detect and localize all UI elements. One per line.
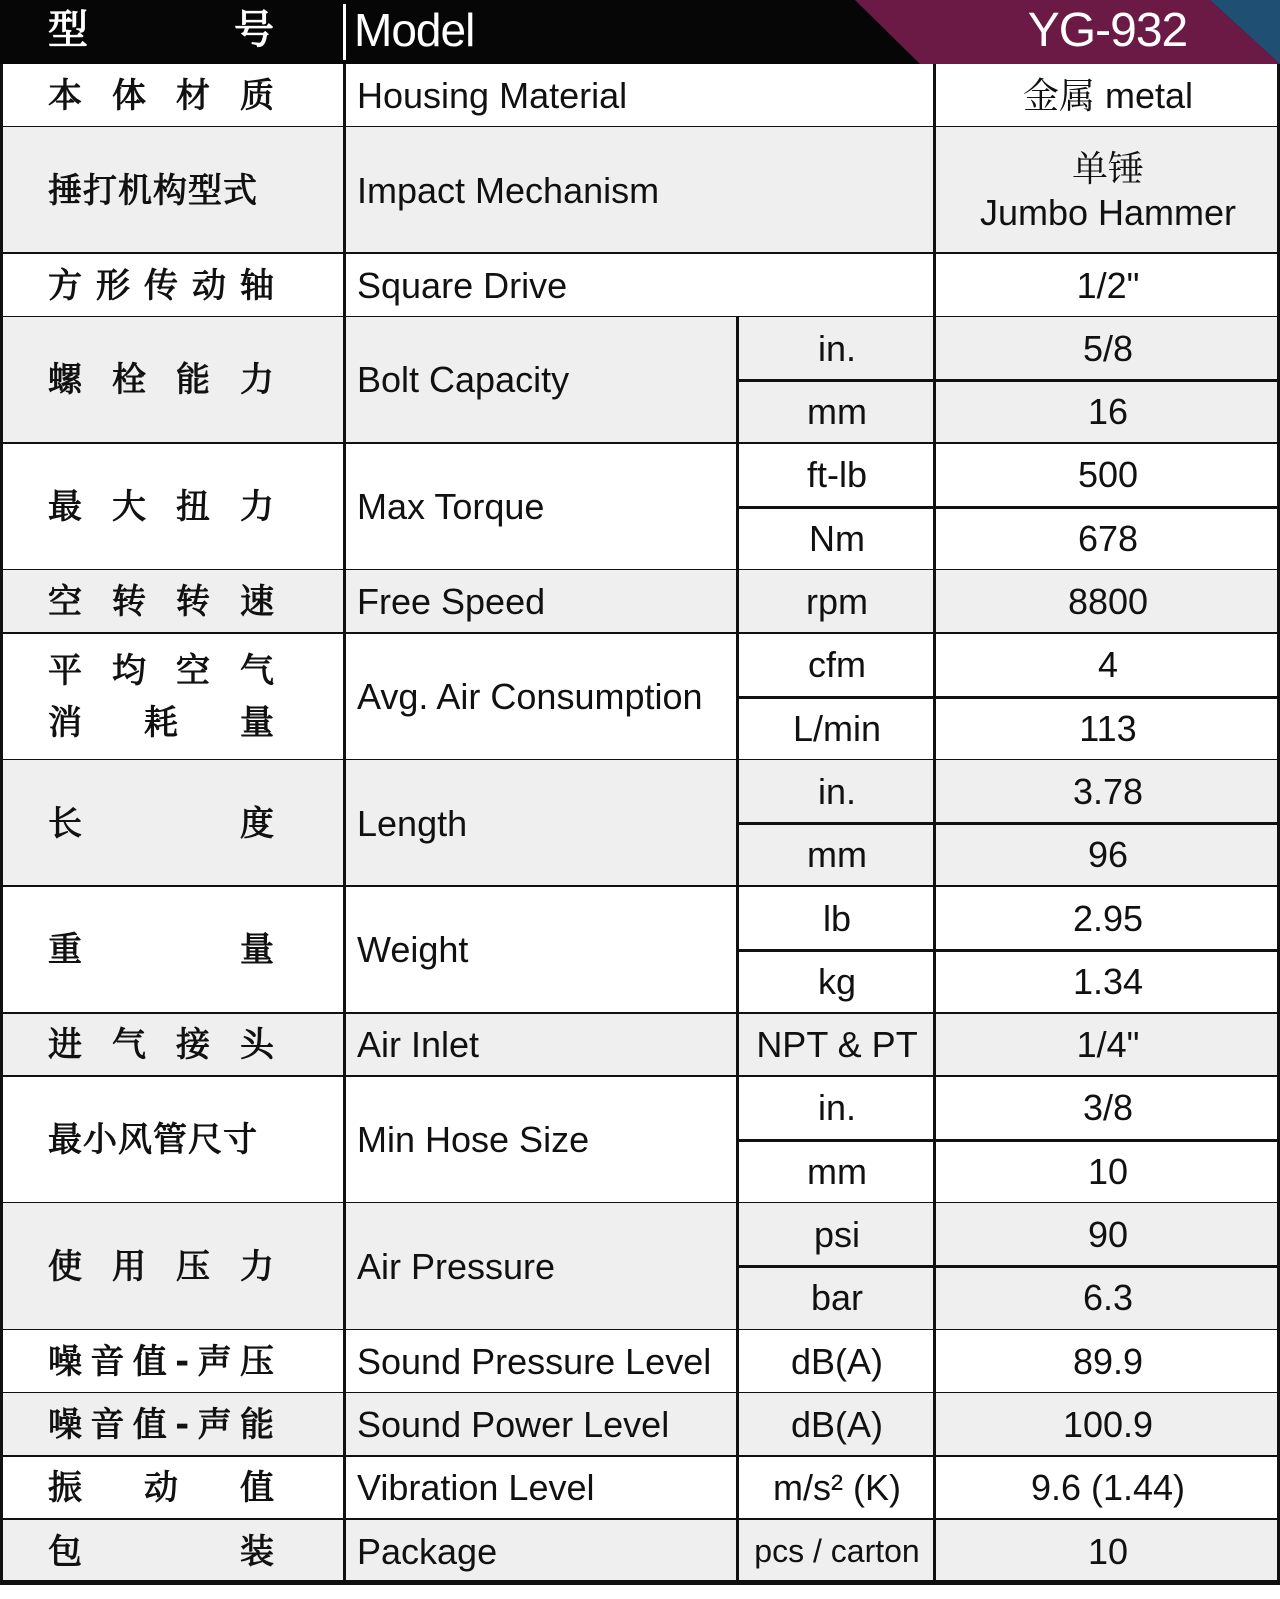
unit-cell: pcs / carton [754,1533,920,1570]
unit-cell: NPT & PT [756,1024,918,1066]
row-label-cn-char: 重 [48,930,82,971]
row-label-cn-line [48,1019,274,1071]
row-label-cn-char: 噪 [48,1341,82,1382]
row-label-cn-char: 音 [90,1404,125,1445]
row-label-cn-char: 气 [240,650,274,691]
value-cell: 10 [1087,1150,1129,1192]
row-label-en: Housing Material [357,74,628,116]
row-label-cn-line [48,165,274,217]
row-label-en: Free Speed [357,581,546,623]
row-label-cn-char: 包 [48,1531,82,1572]
row-label-cn-char: 力 [240,487,274,528]
value-cell: 4 [1097,644,1119,686]
value-cell: 1.34 [1072,960,1144,1002]
column-divider [736,760,739,887]
value-cell [936,64,1280,127]
row-label-cn-char: 传 [144,265,178,306]
row-label-cn-line [48,697,274,749]
row-label-cn-char: 方 [48,265,82,306]
column-divider [736,1330,739,1393]
value-cell: 9.6 (1.44) [1030,1467,1186,1509]
row-label-cn-char: 最 [48,487,82,528]
row-label-cn-char: 最 [48,1120,83,1161]
row-label-cn-char: 大 [112,487,146,528]
unit-cell: in. [817,770,857,812]
row-label-cn-line [48,1241,274,1293]
value-cell: 500 [1077,454,1139,496]
value-cell: 16 [1087,391,1129,433]
row-label-cn [48,64,274,127]
row-label-cn [48,317,274,444]
row-label-cn-char: 声 [197,1341,232,1382]
row-label-cn-char: 打 [83,170,118,211]
value-cell: 5/8 [1082,327,1134,369]
row-label-en: Weight [357,929,469,971]
sub-divider [737,696,1280,699]
row-label-cn-char: 型 [188,170,223,211]
unit-cell: mm [807,1150,867,1192]
row-label-cn [48,127,274,254]
row-label-en: Length [357,802,468,844]
row-label-cn-line [48,354,274,406]
row-label-cn-char: 耗 [144,702,178,743]
row-label-cn-char: 尺 [188,1120,223,1161]
value-cell [936,127,1280,254]
row-label-cn-char: 气 [112,1025,146,1066]
value-cell: 113 [1079,707,1137,749]
row-label-cn-char: 装 [240,1531,274,1572]
unit-cell: in. [817,1087,857,1129]
row-label-cn-char: 头 [240,1025,274,1066]
row-label-cn-line [48,1336,274,1388]
row-label-cn [48,1077,274,1204]
header-label-en: Model [354,4,475,56]
row-label-cn-char: 材 [176,75,210,116]
row-label-cn-char: 接 [176,1025,210,1066]
row-label-cn-char: 值 [132,1404,167,1445]
row-label-cn-char: 力 [240,1246,274,1287]
row-label-cn-char: 轴 [240,265,274,306]
sub-divider [737,1139,1280,1142]
row-label-cn [48,1203,274,1330]
column-divider [736,1457,739,1520]
row-label-cn-char: 捶 [48,170,83,211]
row-label-cn-char: 量 [240,930,274,971]
row-label-cn-char: 进 [48,1025,82,1066]
column-divider [736,1203,739,1330]
value-cell: 3.78 [1072,770,1144,812]
unit-cell: dB(A) [790,1340,884,1382]
row-label-cn-char: 值 [240,1468,274,1509]
column-divider [736,887,739,1014]
unit-cell: cfm [808,644,866,686]
value-cell: 90 [1087,1214,1129,1256]
row-label-cn-char: 压 [176,1246,210,1287]
row-label-cn-char: 扭 [176,487,210,528]
bottom-border [0,1580,1280,1583]
value-cell [936,254,1280,317]
row-label-cn-char: 噪 [48,1404,82,1445]
row-label-cn [48,1330,274,1393]
row-label-cn-char: 能 [176,360,210,401]
row-label-cn-line [48,70,274,122]
row-label-en: Package [357,1530,498,1572]
unit-cell: L/min [792,707,882,749]
value-cell: 2.95 [1072,897,1144,939]
row-label-cn [48,634,274,761]
row-label-cn [48,1014,274,1077]
row-label-cn-char: 空 [176,650,210,691]
unit-cell: Nm [809,517,865,559]
row-label-cn-char: 空 [48,582,82,623]
column-divider [343,64,346,1583]
value-cell: 1/4" [1076,1024,1140,1066]
value-cell: 100.9 [1062,1403,1154,1445]
row-label-en: Square Drive [357,264,568,306]
row-label-en: Sound Pressure Level [357,1340,712,1382]
value-cell: 3/8 [1082,1087,1134,1129]
value-line: 金属 metal [1022,74,1194,116]
header-label-cn-char: 型 [48,7,88,53]
row-label-cn-char: 平 [48,650,82,691]
model-code: YG-932 [1027,4,1188,57]
value-cell: 89.9 [1072,1340,1144,1382]
sub-divider [737,1265,1280,1268]
row-label-cn-char: 量 [240,702,274,743]
unit-cell: rpm [806,581,868,623]
value-cell: 6.3 [1082,1277,1134,1319]
row-label-en: Bolt Capacity [357,359,570,401]
column-divider [736,444,739,571]
row-label-cn-char: 螺 [48,360,82,401]
value-cell: 96 [1087,834,1129,876]
row-label-cn-line [48,576,274,628]
row-label-cn [48,1393,274,1456]
row-label-en: Avg. Air Consumption [357,675,703,717]
row-label-cn [48,1457,274,1520]
row-label-cn [48,760,274,887]
value-line: 单锤 [1071,147,1144,189]
column-divider [736,634,739,761]
row-label-cn-line [48,1462,274,1514]
sub-divider [737,379,1280,382]
row-label-cn-line [48,645,274,697]
row-label-en: Impact Mechanism [357,169,660,211]
row-label-en: Sound Power Level [357,1403,670,1445]
unit-cell: m/s² (K) [773,1467,901,1509]
row-label-cn-char: 用 [112,1246,146,1287]
row-label-cn-char: - [175,1404,190,1445]
row-label-cn-char: 消 [48,702,82,743]
row-label-cn-line [48,924,274,976]
row-label-cn-char: 速 [240,582,274,623]
row-label-cn-char: 质 [240,75,274,116]
row-label-cn-char: 转 [176,582,210,623]
row-label-cn-char: 压 [240,1341,274,1382]
column-divider [736,317,739,444]
row-label-cn [48,254,274,317]
row-label-cn-line [48,1399,274,1451]
column-divider [736,570,739,633]
value-cell: 8800 [1067,581,1149,623]
row-label-cn-char: 形 [96,265,130,306]
row-label-cn-line [48,481,274,533]
row-label-cn-char: 长 [48,803,82,844]
row-label-cn-char: 构 [153,170,188,211]
unit-cell: in. [817,327,857,369]
column-divider [933,64,936,1583]
row-label-cn-char: 小 [83,1120,118,1161]
row-label-cn-char: 本 [48,75,82,116]
row-label-en: Vibration Level [357,1467,595,1509]
column-divider [736,1520,739,1583]
row-label-cn [48,444,274,571]
row-label-cn-line [48,1114,274,1166]
row-label-en: Air Inlet [357,1024,480,1066]
value-cell: 678 [1077,517,1139,559]
unit-cell: ft-lb [806,454,867,496]
value-cell: 10 [1087,1530,1129,1572]
row-label-cn-char: 均 [112,650,146,691]
column-divider [736,1014,739,1077]
row-label-cn-char: 栓 [112,360,146,401]
value-line: 1/2" [1076,264,1140,306]
unit-cell: dB(A) [790,1403,884,1445]
unit-cell: mm [807,834,867,876]
unit-cell: bar [810,1277,864,1319]
column-divider [736,1077,739,1204]
row-label-cn-char: 管 [153,1120,188,1161]
header-label-cn-char: 号 [234,7,274,53]
value-line: Jumbo Hammer [979,191,1237,233]
row-label-cn-char: - [175,1341,190,1382]
row-label-cn-char: 机 [118,170,153,211]
unit-cell: mm [807,391,867,433]
row-label-cn [48,887,274,1014]
column-divider [0,64,3,1583]
row-label-cn-line [48,260,274,312]
row-label-cn-char: 体 [112,75,146,116]
header-label-cn [0,0,343,64]
sub-divider [737,822,1280,825]
row-label-cn-char: 值 [132,1341,167,1382]
row-label-cn-char: 能 [240,1404,274,1445]
row-label-cn-line [48,798,274,850]
row-label-cn-char: 力 [240,360,274,401]
sub-divider [737,949,1280,952]
row-label-cn-char: 音 [90,1341,125,1382]
column-divider [736,1393,739,1456]
header-bar [0,0,1280,64]
sub-divider [737,506,1280,509]
row-label-en: Min Hose Size [357,1119,590,1161]
row-label-cn-char: 式 [223,170,258,211]
row-label-cn-char: 寸 [223,1120,258,1161]
row-label-cn-char: 动 [192,265,226,306]
unit-cell: kg [817,960,857,1002]
row-label-cn-char: 风 [118,1120,153,1161]
row-label-en: Air Pressure [357,1245,556,1287]
header-divider [343,4,346,60]
row-label-cn-char: 声 [197,1404,232,1445]
row-label-cn-char: 使 [48,1246,82,1287]
row-label-cn-char: 转 [112,582,146,623]
unit-cell: psi [813,1214,861,1256]
unit-cell: lb [822,897,852,939]
row-label-en: Max Torque [357,486,545,528]
row-label-cn-char: 振 [48,1468,82,1509]
row-label-cn [48,570,274,633]
row-label-cn-line [48,1526,274,1578]
row-label-cn [48,1520,274,1583]
row-label-cn-char: 动 [144,1468,178,1509]
row-label-cn-char: 度 [240,803,274,844]
